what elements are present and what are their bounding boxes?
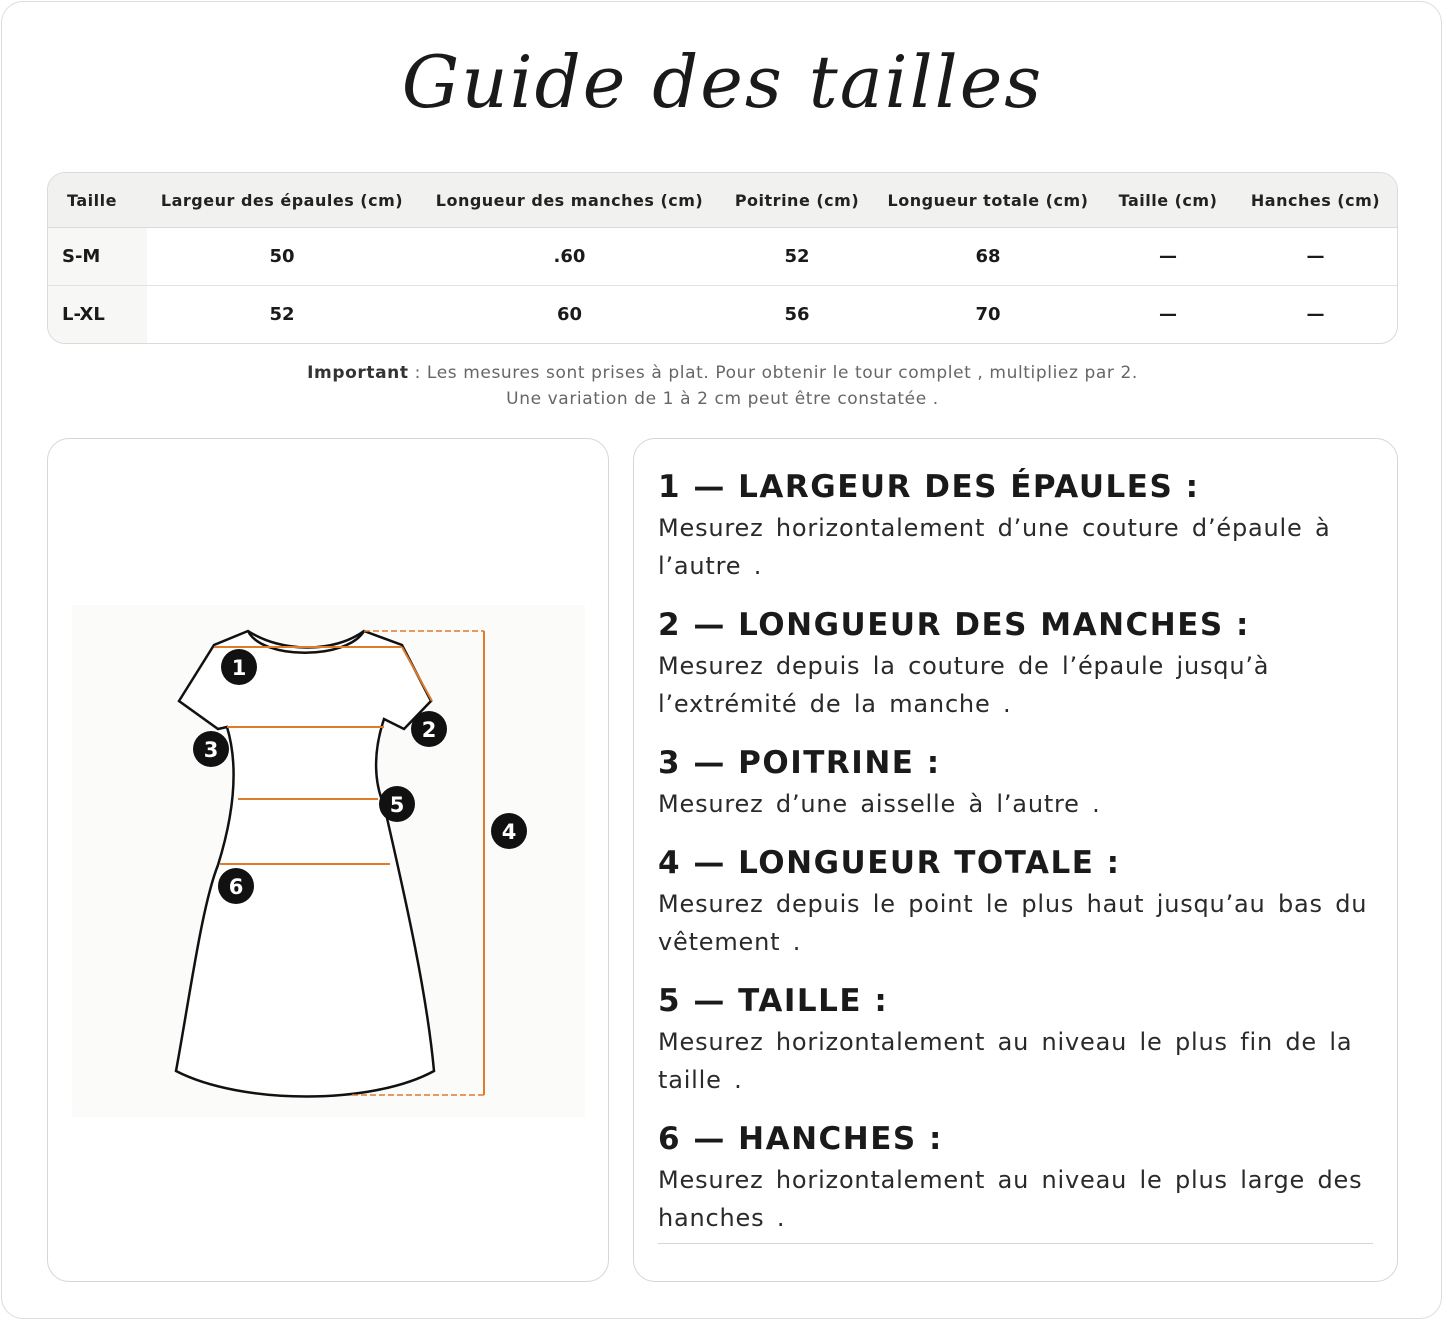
svg-text:5: 5 — [389, 793, 405, 817]
page-title: Guide des tailles — [401, 40, 1044, 124]
size-table-container — [47, 172, 1398, 344]
measure-description: Mesurez depuis le point le plus haut jusqu’au bas du vêtement . — [658, 890, 1368, 956]
measure-title: 2 — LONGUEUR DES MANCHES : — [658, 607, 1250, 643]
table-row — [48, 228, 1398, 286]
marker-3 — [193, 731, 229, 767]
column-header-hips: Hanches (cm) — [1232, 173, 1398, 228]
important-text: : Les mesures sont prises à plat. Pour obtenir le tour complet , multipliez par 2. — [408, 363, 1138, 383]
measure-description: Mesurez horizontalement au niveau le plus large des hanches . — [658, 1166, 1363, 1232]
measure-title: 5 — TAILLE : — [658, 983, 889, 1019]
variation-note: Une variation de 1 à 2 cm peut être constatée . — [506, 389, 939, 409]
table-cell: .60 — [417, 228, 722, 286]
table-cell: 52 — [269, 304, 295, 325]
table-row — [48, 286, 1398, 344]
measure-item-shoulder — [658, 465, 1374, 585]
measure-title: 3 — POITRINE : — [658, 745, 941, 781]
marker-6 — [218, 868, 254, 904]
column-header-size: Taille — [48, 173, 147, 228]
measure-item-waist — [658, 979, 1374, 1099]
measure-description: Mesurez horizontalement au niveau le plus fin de la taille . — [658, 1028, 1353, 1094]
svg-text:4: 4 — [501, 820, 517, 844]
table-cell: — — [1159, 304, 1177, 325]
table-cell: — — [1104, 228, 1232, 286]
column-header-shoulder-width: Largeur des épaules (cm) — [147, 173, 417, 228]
important-label: Important — [307, 363, 409, 383]
dress-diagram — [72, 605, 585, 1117]
measure-description: Mesurez d’une aisselle à l’autre . — [658, 790, 1101, 818]
marker-2 — [411, 711, 447, 747]
column-header-total-length: Longueur totale (cm) — [872, 173, 1104, 228]
table-cell-size: S-M — [48, 228, 147, 286]
measure-item-hips — [658, 1117, 1374, 1237]
table-cell: 70 — [975, 304, 1001, 325]
svg-text:2: 2 — [421, 718, 437, 742]
table-cell: — — [1306, 304, 1325, 325]
table-cell: 56 — [784, 304, 810, 325]
measure-item-length — [658, 841, 1374, 961]
measure-description: Mesurez horizontalement d’une couture d’épaule à l’autre . — [658, 514, 1331, 580]
column-header-sleeve-length: Longueur des manches (cm) — [417, 173, 722, 228]
measure-description: Mesurez depuis la couture de l’épaule jusqu’à l’extrémité de la manche . — [658, 652, 1270, 718]
table-cell: 52 — [722, 228, 872, 286]
measure-title: 1 — LARGEUR DES ÉPAULES : — [658, 469, 1200, 505]
svg-text:6: 6 — [228, 875, 244, 899]
column-header-chest: Poitrine (cm) — [722, 173, 872, 228]
important-note — [0, 363, 1445, 383]
marker-5 — [379, 786, 415, 822]
column-header-waist: Taille (cm) — [1104, 173, 1232, 228]
measure-title: 6 — HANCHES : — [658, 1121, 943, 1157]
table-cell-size: L-XL — [48, 286, 147, 344]
svg-text:3: 3 — [203, 738, 219, 762]
table-cell: — — [1232, 228, 1398, 286]
measurement-list — [658, 465, 1374, 1255]
table-header-row — [48, 173, 1398, 228]
table-cell: 68 — [872, 228, 1104, 286]
measure-item-sleeve — [658, 603, 1374, 723]
marker-1 — [221, 649, 257, 685]
table-cell: 60 — [556, 304, 583, 325]
dress-diagram-card — [47, 438, 609, 1282]
measure-title: 4 — LONGUEUR TOTALE : — [658, 845, 1121, 881]
svg-text:1: 1 — [231, 656, 247, 680]
marker-4 — [491, 813, 527, 849]
measure-item-chest — [658, 741, 1374, 823]
size-table — [48, 173, 1398, 343]
measurement-instructions-card — [633, 438, 1398, 1282]
divider — [658, 1243, 1373, 1244]
table-cell: 50 — [147, 228, 417, 286]
